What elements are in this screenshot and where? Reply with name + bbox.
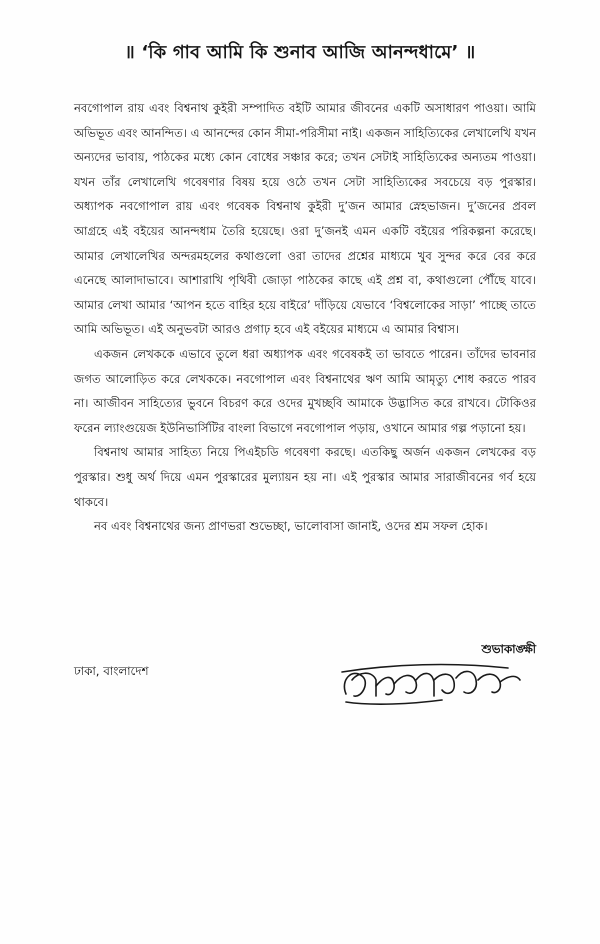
paragraph-3: বিশ্বনাথ আমার সাহিত্য নিয়ে পিএইচডি গবেষণা করছে। এতকিছু অর্জন একজন লেখকের বড় পুরস্কার। শুধু অর্থ দিয়ে এমন পুরস্কারের মুল্যায়ন হয় না। এই পুরস্কার আমার সারাজীবনের গর্ব হয়ে থাকবে। (74, 445, 536, 509)
page-title: ॥ ‘কি গাব আমি কি শুনাব আজি আনন্দধামে’ ॥ (124, 42, 476, 63)
letter-body (74, 96, 536, 539)
signature-icon (332, 650, 532, 714)
paragraph-4: নব এবং বিশ্বনাথের জন্য প্রাণভরা শুভেচ্ছা, ভালোবাসা জানাই, ওদের শ্রম সফল হোক। (94, 519, 488, 534)
paragraph-2: একজন লেখককে এভাবে তুলে ধরা অধ্যাপক এবং গবেষকই তা ভাবতে পারেন। তাঁদের ভাবনার জগত আলোড়িত করে লেখককে। নবগোপাল এবং বিশ্বনাথের ঋণ আমি আমৃত্যু শোধ করতে পারব না। আজীবন সাহিত্যের ভুবনে বিচরণ করে ওদের মুখচ্ছবি আমাকে উদ্ভাসিত করে রাখবে। টোকিওর ফরেন ল্যাংগুয়েজ ইউনিভার্সিটির বাংলা বিভাগে নবগোপাল পড়ায়, ওখানে আমার গল্প পড়ানো হয়। (74, 346, 536, 435)
place-label: ঢাকা, বাংলাদেশ (74, 664, 149, 678)
signoff-label: শুভাকাঙ্ক্ষী (481, 642, 536, 656)
paragraph-1: নবগোপাল রায় এবং বিশ্বনাথ কুইরী সম্পাদিত বইটি আমার জীবনের একটি অসাধারণ পাওয়া। আমি অভিভূত এবং আনন্দিত। এ আনন্দের কোন সীমা-পরিসীমা নাই। একজন সাহিত্যিকের লেখালেখি যখন অন্যদের ভাবায়, পাঠকের মধ্যে কোন বোধের সঞ্চার করে; তখন সেটাই সাহিত্যিকের অন্যতম পাওয়া। যখন তাঁর লেখালেখি গবেষণার বিষয় হয়ে ওঠে তখন সেটা সাহিত্যিকের সবচেয়ে বড় পুরস্কার। অধ্যাপক নবগোপাল রায় এবং গবেষক বিশ্বনাথ কুইরী দু’জন আমার স্নেহভাজন। দু’জনের প্রবল আগ্রহে এই বইয়ের আনন্দধাম তৈরি হয়েছে। ওরা দু’জনই এমন একটি বইয়ের পরিকল্পনা করেছে। আমার লেখালেখির অন্দরমহলের কথাগুলো ওরা তাদের প্রশ্নের মাধ্যমে খুব সুন্দর করে বের করে এনেছে আলাদাভাবে। আশারাখি পৃথিবী জোড়া পাঠকের কাছে এই প্রশ্ন বা, কথাগুলো পৌঁছে যাবে। আমার লেখা আমার ‘আপন হতে বাহির হয়ে বাইরে’ দাঁড়িয়ে যেভাবে ‘বিশ্বলোকের সাড়া’ পাচ্ছে তাতে আমি অভিভূত। এই অনুভবটা আরও প্রগাঢ় হবে এই বইয়ের মাধ্যমে এ আমার বিশ্বাস। (74, 101, 536, 337)
